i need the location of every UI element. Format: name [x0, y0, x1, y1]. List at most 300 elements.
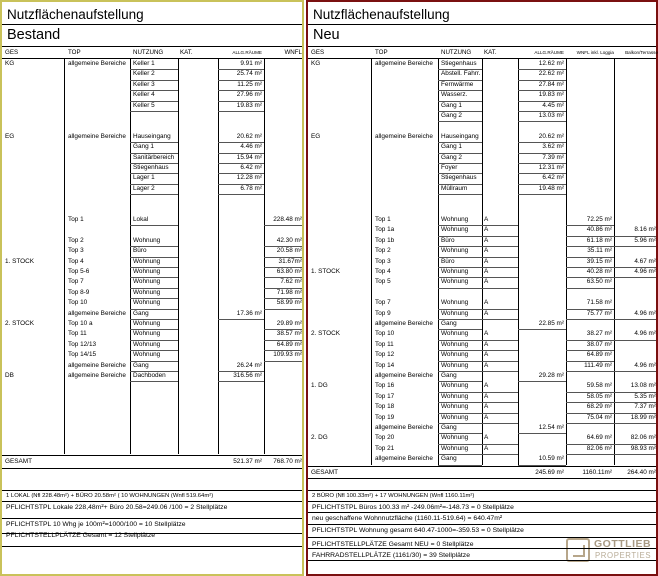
table-cell — [520, 236, 564, 246]
table-cell — [311, 246, 369, 256]
table-cell — [5, 329, 63, 339]
table-cell — [180, 381, 217, 391]
table-cell: Gang 1 — [133, 143, 154, 151]
table-cell: Top 1 — [375, 216, 391, 223]
table-cell — [616, 246, 656, 256]
table-cell — [616, 101, 656, 111]
table-cell: Wohnung — [441, 226, 469, 234]
table-cell — [484, 205, 517, 215]
logo-subtitle: PROPERTIES — [595, 551, 652, 560]
table-cell — [311, 111, 369, 121]
table-cell: 4.96 m² — [634, 330, 656, 338]
table-cell — [5, 433, 63, 443]
table-cell — [180, 225, 217, 235]
table-cell: 8.16 m² — [634, 226, 656, 234]
logo-mark-icon — [566, 538, 590, 562]
table-cell — [520, 215, 564, 225]
table-cell — [220, 402, 262, 412]
header-top-line — [308, 46, 656, 47]
table-cell — [5, 277, 63, 287]
table-cell: Gang — [441, 424, 457, 431]
header-top-line — [2, 46, 302, 47]
table-cell — [180, 101, 217, 111]
table-cell — [68, 225, 130, 235]
table-cell — [568, 153, 612, 163]
footer-line: PFLICHTSTPL Büros 100.33 m² -249.06m²=-148.73 = 0 Stellplätze — [312, 504, 514, 511]
column-header: ALLG.RÄUME — [534, 50, 564, 55]
table-cell — [520, 298, 564, 308]
table-cell — [133, 423, 177, 433]
table-cell — [441, 288, 481, 298]
table-cell: Top 10 — [68, 299, 88, 307]
table-cell — [180, 319, 217, 329]
table-cell: Top 7 — [375, 299, 391, 307]
table-cell — [68, 69, 130, 79]
table-cell: EG — [311, 132, 321, 140]
table-cell — [311, 340, 369, 350]
table-cell — [311, 101, 369, 111]
table-cell — [68, 194, 130, 204]
table-cell — [180, 402, 217, 412]
table-cell: 40.28 m² — [586, 268, 612, 275]
table-cell — [616, 59, 656, 69]
table-cell — [375, 288, 437, 298]
table-cell — [375, 163, 437, 173]
table-cell: allgemeine Bereiche — [375, 455, 433, 463]
table-cell — [616, 69, 656, 79]
table-cell — [5, 236, 63, 246]
table-cell — [568, 371, 612, 381]
table-cell: A — [484, 403, 489, 411]
table-cell — [266, 225, 302, 235]
table-cell — [133, 225, 177, 235]
table-cell — [133, 402, 177, 412]
table-cell — [616, 423, 656, 433]
table-cell: allgemeine Bereiche — [375, 320, 433, 327]
table-cell: Top 11 — [375, 340, 394, 348]
table-cell: 18.99 m² — [630, 413, 656, 421]
table-cell — [180, 433, 217, 443]
table-cell — [616, 215, 656, 225]
column-header: GES — [5, 49, 19, 56]
table-cell: Top 21 — [375, 444, 395, 452]
table-cell — [568, 454, 612, 464]
table-cell — [68, 121, 130, 131]
table-cell — [616, 340, 656, 350]
table-cell: 13.03 m² — [538, 112, 564, 119]
table-cell — [133, 111, 177, 121]
table-cell: 82.06 m² — [586, 444, 612, 452]
table-cell — [311, 392, 369, 402]
table-cell — [568, 194, 612, 204]
table-cell: Keller 3 — [133, 80, 155, 88]
table-cell: Top 7 — [68, 278, 84, 286]
table-cell — [68, 381, 130, 391]
bestand-panel — [0, 0, 304, 576]
table-cell — [266, 142, 302, 152]
table-cell — [5, 194, 63, 204]
column-divider — [614, 58, 615, 465]
table-cell: 12.31 m² — [538, 164, 564, 171]
table-cell — [5, 361, 63, 371]
table-cell — [520, 444, 564, 454]
table-cell: Abstell. Fahrr. — [441, 70, 481, 78]
table-cell: 98.93 m² — [630, 444, 656, 452]
table-cell — [616, 132, 656, 142]
table-cell — [266, 309, 302, 319]
table-cell — [220, 319, 262, 329]
table-cell: A — [484, 413, 489, 421]
table-cell — [180, 267, 217, 277]
total-cell: 264.40 m² — [627, 468, 656, 476]
table-cell — [220, 277, 262, 287]
table-cell — [311, 413, 369, 423]
table-cell — [220, 381, 262, 391]
table-cell — [220, 329, 262, 339]
table-cell: 12.54 m² — [538, 424, 564, 431]
table-cell: Müllraum — [441, 184, 468, 192]
total-cell: GESAMT — [5, 458, 32, 466]
table-cell: Top 12 — [375, 351, 395, 359]
table-cell: 64.89 m² — [276, 340, 302, 348]
table-cell: Hauseingang — [441, 132, 479, 140]
total-cell: 768.70 m² — [273, 458, 302, 466]
table-cell — [484, 142, 517, 152]
table-cell: Fernwärme — [441, 80, 474, 88]
table-cell — [311, 423, 369, 433]
table-cell: Stiegenhaus — [441, 60, 477, 67]
table-cell — [311, 173, 369, 183]
table-cell: 35.11 m² — [587, 247, 612, 255]
table-cell — [484, 371, 517, 381]
total-cell — [441, 468, 481, 478]
table-cell: Büro — [133, 247, 147, 255]
table-cell: 63.80 m² — [276, 268, 302, 275]
table-cell — [68, 433, 130, 443]
column-divider — [518, 58, 519, 465]
table-cell — [180, 371, 217, 381]
table-cell — [616, 205, 656, 215]
table-cell: 63.50 m² — [586, 278, 612, 286]
table-cell: Top 12/13 — [68, 340, 97, 348]
table-cell — [180, 194, 217, 204]
table-cell — [616, 80, 656, 90]
table-cell: 7.37 m² — [634, 403, 656, 411]
table-cell — [5, 153, 63, 163]
total-cell — [68, 457, 130, 467]
table-cell: Top 8-9 — [68, 288, 90, 296]
table-cell: 19.83 m² — [236, 101, 262, 109]
table-cell: Gang — [441, 455, 457, 463]
total-cell: 1160.11m² — [582, 468, 612, 476]
table-cell — [616, 194, 656, 204]
table-cell — [375, 69, 437, 79]
table-cell: 20.62 m² — [538, 132, 564, 140]
table-cell: Sanitärbereich — [133, 153, 175, 161]
column-header: Balkon/Terrasse — [625, 50, 658, 55]
table-cell — [220, 413, 262, 423]
table-cell: Wohnung — [441, 268, 469, 275]
table-cell — [311, 163, 369, 173]
table-cell — [311, 80, 369, 90]
table-cell — [616, 371, 656, 381]
table-cell — [180, 329, 217, 339]
column-header: NUTZUNG — [133, 49, 164, 56]
table-cell — [484, 454, 517, 464]
table-cell: 3.62 m² — [542, 143, 564, 151]
total-cell: 521.37 m² — [233, 458, 262, 466]
table-cell: Wohnung — [441, 247, 469, 255]
table-cell — [133, 392, 177, 402]
table-cell — [266, 80, 302, 90]
table-cell: allgemeine Bereiche — [375, 132, 433, 140]
table-cell — [68, 423, 130, 433]
table-cell — [266, 132, 302, 142]
table-cell: KG — [311, 60, 321, 67]
table-cell — [375, 121, 437, 131]
table-cell — [68, 444, 130, 454]
table-cell — [133, 121, 177, 131]
table-cell: 6.78 m² — [240, 184, 262, 192]
table-cell: Top 14 — [375, 361, 395, 369]
table-cell — [484, 101, 517, 111]
total-cell — [375, 468, 437, 478]
table-cell: Top 1 — [68, 216, 84, 223]
table-cell — [220, 111, 262, 121]
table-cell: A — [484, 434, 489, 442]
table-cell — [616, 184, 656, 194]
table-cell — [220, 267, 262, 277]
table-cell — [68, 163, 130, 173]
table-cell — [616, 298, 656, 308]
table-cell: Gang — [133, 309, 149, 317]
total-bottom-line — [2, 468, 302, 469]
panel-subtitle: Neu — [313, 27, 340, 43]
table-cell — [375, 184, 437, 194]
table-cell — [616, 111, 656, 121]
table-cell — [180, 444, 217, 454]
table-cell: 228.48 m² — [273, 216, 302, 223]
table-cell: 7.62 m² — [280, 278, 302, 286]
table-cell — [568, 423, 612, 433]
table-cell — [375, 173, 437, 183]
table-cell — [180, 184, 217, 194]
table-cell — [266, 392, 302, 402]
table-cell — [568, 184, 612, 194]
table-cell — [520, 257, 564, 267]
table-cell — [375, 80, 437, 90]
table-cell — [220, 246, 262, 256]
table-cell: Top 18 — [375, 403, 395, 411]
table-cell — [220, 340, 262, 350]
table-cell: Top 14/15 — [68, 351, 97, 359]
column-header: NUTZUNG — [441, 49, 472, 56]
table-cell — [68, 111, 130, 121]
table-cell: Stiegenhaus — [133, 164, 169, 171]
table-cell — [68, 90, 130, 100]
table-cell — [180, 142, 217, 152]
table-cell — [220, 392, 262, 402]
table-cell: 22.85 m² — [538, 320, 564, 327]
table-cell: Wohnung — [441, 351, 469, 359]
table-cell: Wohnung — [441, 361, 469, 369]
table-cell — [5, 392, 63, 402]
table-cell: 2. DG — [311, 434, 328, 442]
table-cell — [568, 163, 612, 173]
table-cell: 4.96 m² — [634, 268, 656, 275]
table-cell: Top 5 — [375, 278, 391, 286]
total-cell — [484, 468, 517, 478]
table-cell — [180, 392, 217, 402]
table-cell: 11.25 m² — [237, 80, 262, 88]
table-cell: Top 4 — [68, 257, 84, 265]
table-cell — [180, 361, 217, 371]
table-cell — [266, 163, 302, 173]
footer-divider — [308, 537, 656, 538]
table-cell — [220, 215, 262, 225]
table-cell — [5, 111, 63, 121]
title-divider — [308, 24, 656, 25]
logo-name: GOTTLIEB — [594, 538, 652, 550]
table-cell: Wasserz. — [441, 91, 468, 99]
table-cell — [5, 298, 63, 308]
table-cell — [375, 205, 437, 215]
table-cell: 15.94 m² — [236, 153, 262, 161]
table-cell — [220, 236, 262, 246]
table-cell — [133, 194, 177, 204]
table-cell — [180, 246, 217, 256]
table-cell — [375, 153, 437, 163]
table-cell: A — [484, 361, 489, 369]
table-cell — [220, 288, 262, 298]
table-cell — [484, 288, 517, 298]
table-cell — [5, 350, 63, 360]
table-cell — [220, 298, 262, 308]
table-cell: 4.96 m² — [634, 309, 656, 317]
table-cell: Wohnung — [133, 268, 161, 275]
table-cell — [220, 350, 262, 360]
table-cell: Wohnung — [133, 288, 161, 296]
table-cell: 6.42 m² — [542, 174, 564, 182]
table-cell — [311, 194, 369, 204]
table-cell — [520, 194, 564, 204]
table-cell: allgemeine Bereiche — [375, 60, 433, 67]
table-cell — [484, 173, 517, 183]
table-cell — [520, 329, 564, 339]
table-cell: allgemeine Bereiche — [68, 309, 126, 317]
table-cell: Top 19 — [375, 413, 395, 421]
column-header: TOP — [375, 49, 388, 56]
table-cell — [180, 173, 217, 183]
table-cell — [266, 153, 302, 163]
table-cell — [266, 184, 302, 194]
table-cell: 1. DG — [311, 382, 328, 390]
table-cell — [441, 121, 481, 131]
column-divider — [178, 58, 179, 454]
table-cell — [5, 173, 63, 183]
table-cell — [68, 173, 130, 183]
table-cell — [220, 444, 262, 454]
table-cell: 111.49 m² — [584, 361, 612, 369]
table-cell — [520, 361, 564, 371]
table-cell: Lokal — [133, 216, 149, 223]
table-cell — [311, 184, 369, 194]
total-bottom-line — [308, 478, 656, 479]
table-cell: Keller 4 — [133, 91, 155, 99]
total-top-line — [308, 466, 656, 467]
table-cell — [568, 205, 612, 215]
table-cell: Lager 2 — [133, 184, 155, 192]
table-cell — [520, 225, 564, 235]
table-cell: Dachboden — [133, 372, 166, 379]
table-cell: 12.28 m² — [236, 174, 262, 182]
table-cell — [5, 142, 63, 152]
table-cell: 6.42 m² — [240, 164, 262, 171]
table-cell: 2. STOCK — [311, 330, 341, 338]
table-cell: Gang 1 — [441, 101, 462, 109]
table-cell — [5, 121, 63, 131]
table-cell: 4.45 m² — [542, 101, 564, 109]
table-cell: 42.30 m² — [276, 236, 302, 244]
table-cell: Gang — [441, 320, 457, 327]
table-cell: 64.89 m² — [586, 351, 612, 359]
table-cell — [616, 90, 656, 100]
table-cell: 13.08 m² — [630, 382, 656, 390]
table-cell: Foyer — [441, 164, 458, 171]
table-cell — [5, 423, 63, 433]
table-cell: 58.99 m² — [276, 299, 302, 307]
column-header: GES — [311, 49, 325, 56]
table-cell: A — [484, 299, 489, 307]
table-cell: 5.96 m² — [634, 236, 656, 244]
table-cell: Wohnung — [133, 299, 161, 307]
table-cell — [5, 402, 63, 412]
table-cell — [311, 454, 369, 464]
table-cell — [311, 225, 369, 235]
table-cell — [68, 184, 130, 194]
table-cell — [311, 361, 369, 371]
table-cell — [5, 184, 63, 194]
table-cell — [484, 153, 517, 163]
table-cell — [311, 319, 369, 329]
table-cell: Wohnung — [441, 330, 469, 338]
table-cell: allgemeine Bereiche — [375, 372, 433, 379]
table-cell: Wohnung — [133, 278, 161, 286]
table-cell — [266, 381, 302, 391]
table-cell — [220, 194, 262, 204]
table-cell — [266, 444, 302, 454]
table-cell: 316.56 m² — [233, 372, 262, 379]
table-cell: A — [484, 216, 489, 223]
table-cell — [616, 319, 656, 329]
table-cell — [375, 194, 437, 204]
table-cell: Top 5-6 — [68, 268, 90, 275]
table-cell — [180, 340, 217, 350]
table-cell — [520, 309, 564, 319]
table-cell: Top 2 — [375, 247, 391, 255]
table-cell: EG — [5, 132, 15, 140]
table-cell — [311, 444, 369, 454]
column-header: WNFL inkl. Loggia — [576, 50, 614, 55]
table-cell — [520, 277, 564, 287]
table-cell — [68, 392, 130, 402]
table-cell — [484, 184, 517, 194]
table-cell — [616, 153, 656, 163]
footer-line: neu geschaffene Wohnnutzfläche (1160.11-519.64) = 640.47m² — [312, 515, 503, 522]
table-cell: allgemeine Bereiche — [375, 424, 433, 431]
panel-subtitle: Bestand — [7, 27, 61, 43]
table-cell — [180, 350, 217, 360]
